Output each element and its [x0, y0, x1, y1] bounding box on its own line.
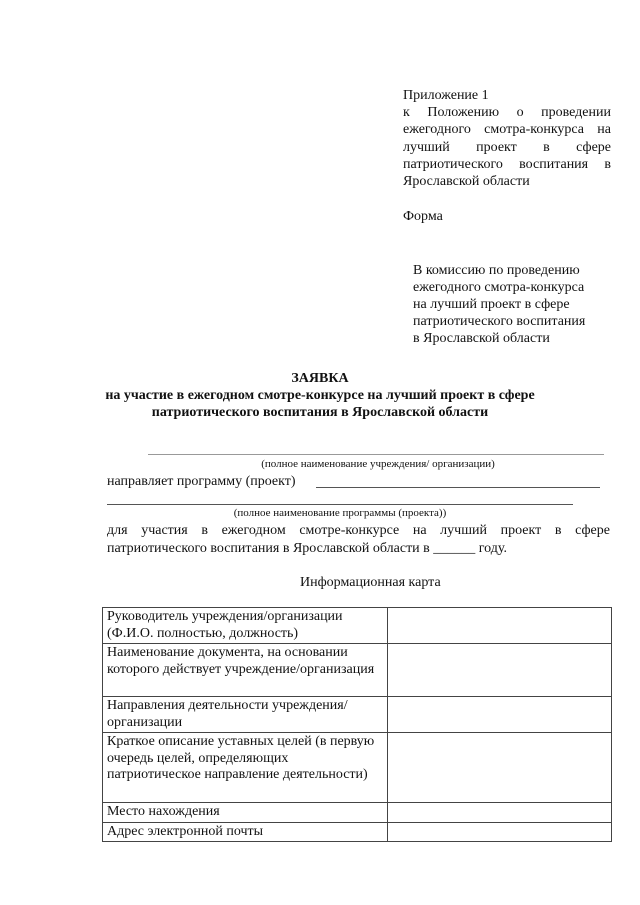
appendix-line: Приложение 1 — [403, 88, 489, 103]
addressee-line: в Ярославской области — [413, 331, 550, 346]
info-card-title: Информационная карта — [300, 575, 441, 590]
row-label: Краткое описание уставных целей (в первую очередь целей, определяющих патриотическое направление деятельности) — [103, 733, 388, 803]
purpose-line: патриотического воспитания в Ярославской области в ______ году. — [107, 540, 507, 556]
row-value-cell[interactable] — [388, 697, 612, 733]
addressee-line: на лучший проект в сфере — [413, 297, 570, 312]
table-row — [103, 608, 612, 644]
addressee-line: В комиссию по проведению — [413, 263, 580, 278]
addressee-line: патриотического воспитания — [413, 314, 586, 329]
sends-program-label: направляет программу (проект) — [107, 474, 296, 489]
application-title — [105, 370, 535, 421]
table-row — [103, 803, 612, 823]
title-subtitle-2: патриотического воспитания в Ярославской области — [151, 405, 489, 420]
title-subtitle-1: на участие в ежегодном смотре-конкурсе на лучший проект в сфере — [105, 388, 535, 403]
appendix-line: патриотического воспитания в — [403, 156, 611, 172]
row-label: Направления деятельности учреждения/организации — [103, 697, 388, 733]
table-row — [103, 644, 612, 697]
row-value-cell[interactable] — [388, 822, 612, 842]
info-card-table — [102, 607, 612, 842]
addressee-line: ежегодного смотра-конкурса — [413, 280, 585, 295]
table-row — [103, 697, 612, 733]
org-name-caption: (полное наименование учреждения/ организации) — [261, 458, 495, 470]
addressee-block — [413, 262, 613, 347]
appendix-line: лучший проект в сфере — [403, 139, 611, 155]
appendix-line: Ярославской области — [403, 174, 530, 190]
appendix-block — [403, 87, 611, 190]
appendix-line: к Положению о проведении — [403, 105, 611, 121]
row-label: Руководитель учреждения/организации (Ф.И.О. полностью, должность) — [103, 608, 388, 644]
purpose-paragraph — [107, 522, 610, 557]
table-row — [103, 822, 612, 842]
program-name-line-1[interactable] — [316, 487, 600, 488]
row-value-cell[interactable] — [388, 803, 612, 823]
row-value-cell[interactable] — [388, 733, 612, 803]
title-heading: ЗАЯВКА — [291, 371, 349, 386]
form-label: Форма — [403, 209, 443, 224]
table-row — [103, 733, 612, 803]
purpose-line: для участия в ежегодном смотре-конкурсе на лучший проект в сфере — [107, 523, 610, 538]
row-value-cell[interactable] — [388, 644, 612, 697]
row-label: Место нахождения — [103, 803, 388, 823]
row-label: Наименование документа, на основании которого действует учреждение/организация — [103, 644, 388, 697]
org-name-line[interactable] — [148, 454, 604, 455]
appendix-line: ежегодного смотра-конкурса на — [403, 122, 611, 138]
program-name-caption: (полное наименование программы (проекта)) — [233, 507, 447, 519]
row-label: Адрес электронной почты — [103, 822, 388, 842]
program-name-line-2[interactable] — [107, 504, 573, 505]
row-value-cell[interactable] — [388, 608, 612, 644]
